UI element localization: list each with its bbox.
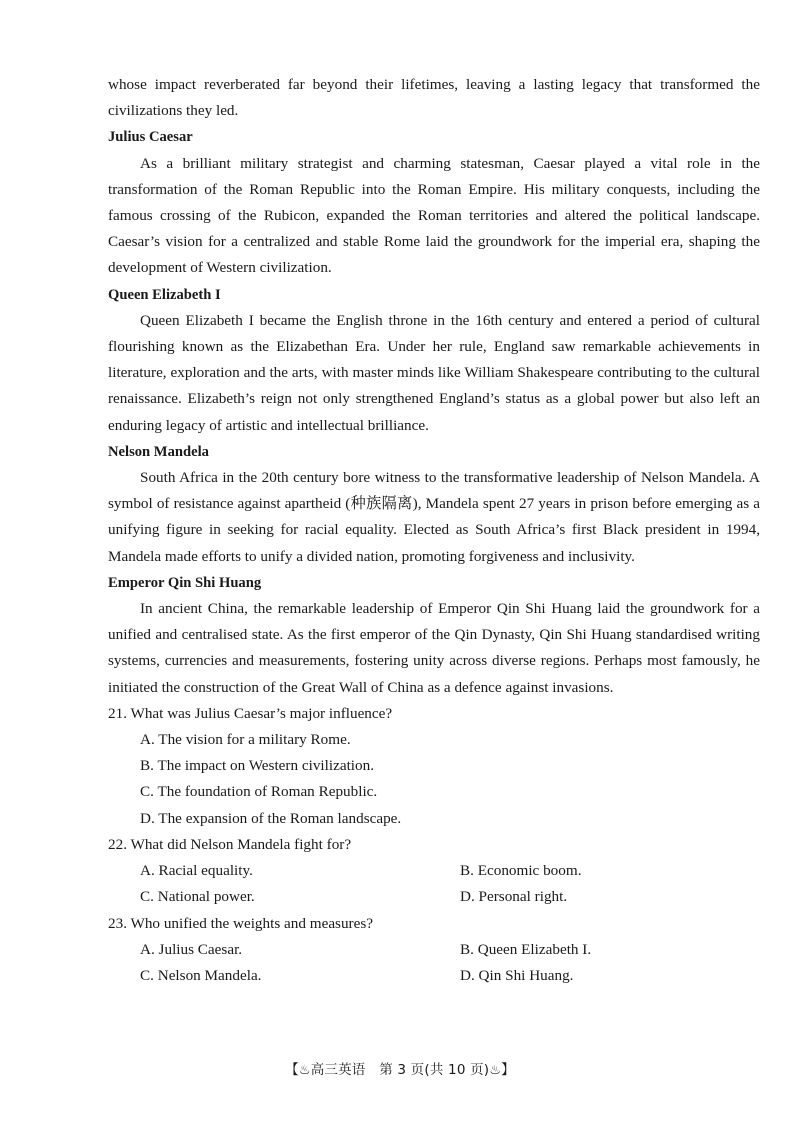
option-d: D. The expansion of the Roman landscape. — [140, 809, 402, 827]
section-heading-qin-shi-huang: Emperor Qin Shi Huang — [108, 574, 262, 591]
section-heading-nelson-mandela: Nelson Mandela — [108, 443, 209, 460]
footer-page-info: 高三英语 第 3 页(共 10 页) — [310, 1062, 490, 1078]
question-stem: 23. Who unified the weights and measures? — [108, 914, 374, 932]
hot-spring-icon: ♨ — [489, 1063, 502, 1078]
page-footer — [0, 1058, 800, 1078]
section-body-queen-elizabeth: Queen Elizabeth I became the English throne in the 16th century and entered a period of cultural flourishing known as the Elizabethan Era. Under her rule, England saw remarkable achievements in literature, exploration and the arts, with master minds like William Shakespeare contributing to the cultural renaissance. Elizabeth’s reign not only strengthened England’s status as a global power but also left an enduring legacy of artistic and intellectual brilliance. — [108, 311, 760, 434]
option-d: D. Qin Shi Huang. — [460, 966, 574, 984]
section-body-nelson-mandela: South Africa in the 20th century bore witness to the transformative leadership of Nelson Mandela. A symbol of resistance against apartheid (种族隔离), Mandela spent 27 years in prison before emerging as a unifying figure in seeking for racial equality. Elected as South Africa’s first Black president in 1994, Mandela made efforts to unify a divided nation, promoting forgiveness and inclusivity. — [108, 469, 760, 565]
question-stem: 22. What did Nelson Mandela fight for? — [108, 835, 352, 853]
options-list — [108, 858, 760, 910]
option-d: D. Personal right. — [460, 888, 568, 906]
option-b: B. Economic boom. — [460, 862, 582, 880]
options-list — [108, 727, 760, 832]
option-row — [140, 937, 760, 963]
option-b: B. The impact on Western civilization. — [140, 757, 374, 775]
hot-spring-icon: ♨ — [298, 1063, 311, 1078]
question-22 — [108, 832, 760, 911]
option-a: A. The vision for a military Rome. — [140, 731, 351, 749]
option-c: C. The foundation of Roman Republic. — [140, 783, 378, 801]
exam-page — [108, 72, 760, 989]
section-heading-julius-caesar: Julius Caesar — [108, 129, 193, 146]
options-list — [108, 937, 760, 989]
option-a: A. Racial equality. — [140, 862, 253, 880]
option-row — [140, 963, 760, 989]
footer-right-bracket: 】 — [501, 1062, 515, 1078]
intro-continuation: whose impact reverberated far beyond their lifetimes, leaving a lasting legacy that transformed the civilizations they led. — [108, 76, 760, 120]
section-body-julius-caesar: As a brilliant military strategist and charming statesman, Caesar played a vital role in the transformation of the Roman Republic into the Roman Empire. His military conquests, including the famous crossing of the Rubicon, expanded the Roman territories and altered the political landscape. Caesar’s vision for a centralized and stable Rome laid the groundwork for the imperial era, shaping the development of Western civilization. — [108, 154, 760, 277]
option-a: A. Julius Caesar. — [140, 940, 243, 958]
question-21 — [108, 701, 760, 832]
option-row — [140, 858, 760, 884]
option-c: C. National power. — [140, 888, 255, 906]
option-row — [140, 884, 760, 910]
section-body-qin-shi-huang: In ancient China, the remarkable leadership of Emperor Qin Shi Huang laid the groundwork for a unified and centralised state. As the first emperor of the Qin Dynasty, Qin Shi Huang standardised writing systems, currencies and measurements, fostering unity across diverse regions. Perhaps most famously, he initiated the construction of the Great Wall of China as a defence against invasions. — [108, 600, 760, 696]
footer-left-bracket: 【 — [285, 1062, 299, 1078]
option-b: B. Queen Elizabeth I. — [460, 940, 592, 958]
option-c: C. Nelson Mandela. — [140, 966, 262, 984]
question-23 — [108, 911, 760, 990]
question-stem: 21. What was Julius Caesar’s major influence? — [108, 704, 393, 722]
section-heading-queen-elizabeth: Queen Elizabeth I — [108, 286, 221, 303]
